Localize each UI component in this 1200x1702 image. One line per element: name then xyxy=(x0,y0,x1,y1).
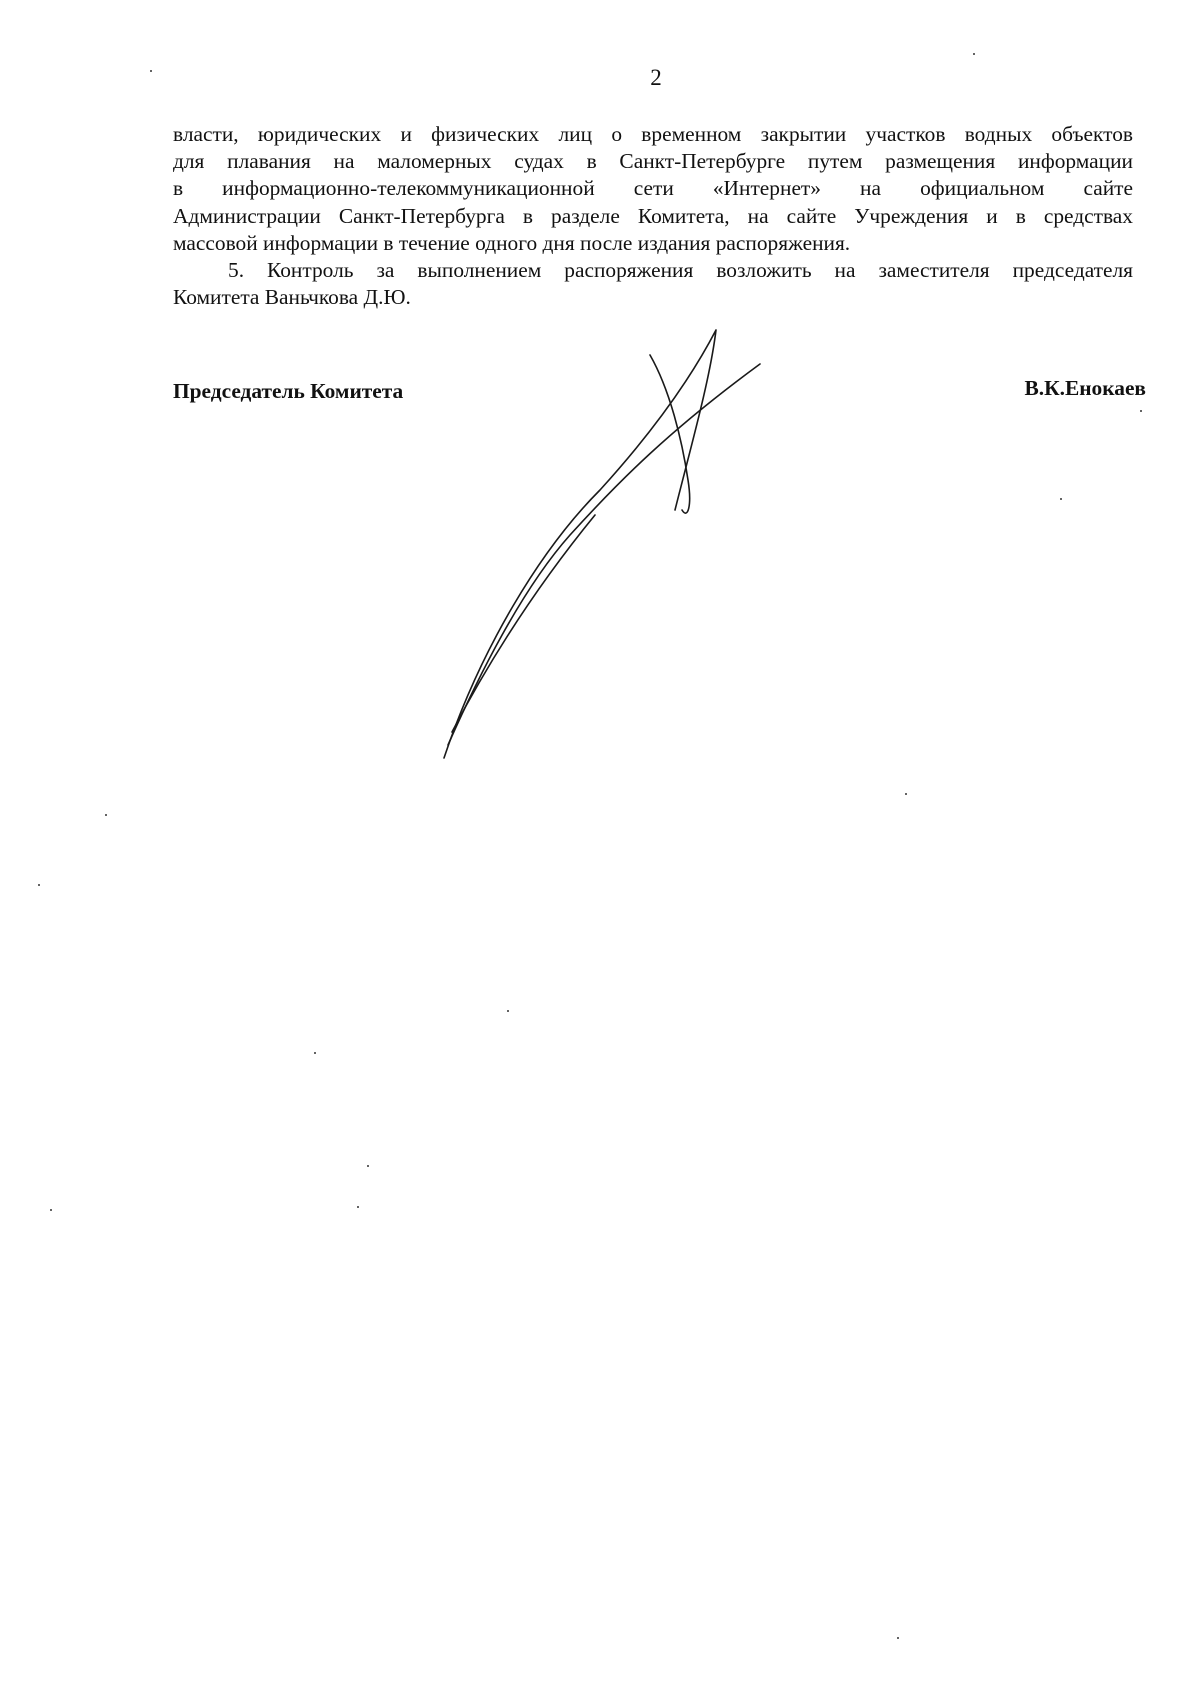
scan-speck xyxy=(314,1052,316,1054)
scan-speck xyxy=(357,1206,359,1208)
paragraph-5 xyxy=(173,257,1133,311)
text-line: Администрации Санкт-Петербурга в разделе Комитета, на сайте Учреждения и в средствах xyxy=(173,203,1133,228)
text-line: массовой информации в течение одного дня после издания распоряжения. xyxy=(173,230,851,255)
scan-speck xyxy=(105,814,107,816)
scan-speck xyxy=(507,1010,509,1012)
scan-speck xyxy=(38,884,40,886)
scan-speck xyxy=(1140,410,1142,412)
text-line: Комитета Ваньчкова Д.Ю. xyxy=(173,285,411,310)
text-line: власти, юридических и физических лиц о временном закрытии участков водных объектов xyxy=(173,122,1133,146)
scan-speck xyxy=(1060,498,1062,500)
scan-speck xyxy=(897,1637,899,1639)
paragraph-continuation xyxy=(173,121,1133,257)
scan-speck xyxy=(973,53,975,55)
scan-speck xyxy=(50,1209,52,1211)
page-number: 2 xyxy=(650,65,662,90)
text-line: в информационно-телекоммуникационной сети «Интернет» на официальном сайте xyxy=(173,176,1133,201)
document-body xyxy=(173,121,1133,311)
scan-speck xyxy=(905,793,907,795)
text-line: 5. Контроль за выполнением распоряжения возложить на заместителя председателя xyxy=(228,258,1133,283)
handwritten-signature xyxy=(420,320,780,760)
signatory-position: Председатель Комитета xyxy=(173,379,404,403)
scan-speck xyxy=(367,1165,369,1167)
text-line: для плавания на маломерных судах в Санкт-Петербурге путем размещения информации xyxy=(173,149,1133,174)
scan-speck xyxy=(150,70,152,72)
signatory-name: В.К.Енокаев xyxy=(1024,376,1146,400)
